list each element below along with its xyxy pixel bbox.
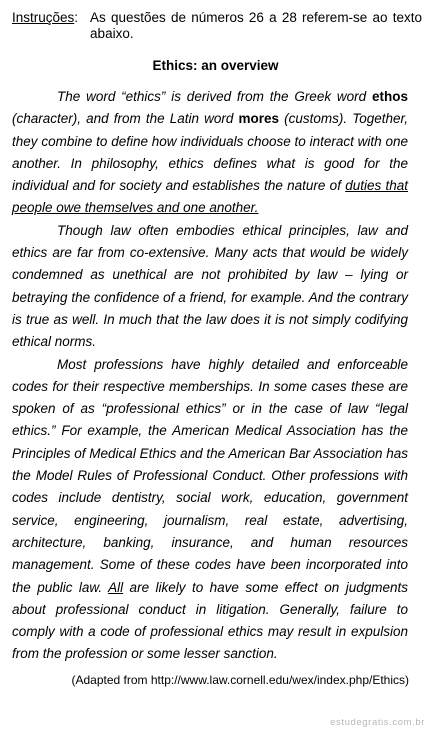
paragraph-3-text-b: are likely to have some effect on judgments about professional conduct in litigation. Generally, failure to comply with a code of professional ethics may result in expulsion from the profession or some lesser sanction.: [12, 579, 408, 662]
source-citation: (Adapted from http://www.law.cornell.edu/wex/index.php/Ethics): [71, 673, 409, 687]
paragraph-3: [12, 354, 408, 666]
article-body: [12, 86, 408, 666]
watermark: estudegratis.com.br: [330, 717, 425, 728]
document-title: Ethics: an overview: [152, 58, 279, 73]
paragraph-1-text-b: (character), and from the Latin word: [12, 111, 239, 127]
paragraph-1-text-c: (customs). Together, they combine to define how individuals choose to interact with one another. In philosophy, ethics defines what is good for the individual and for society and establishes the nature of: [12, 111, 408, 194]
instructions: [12, 10, 422, 42]
underlined-all: All: [108, 579, 124, 595]
paragraph-2: [12, 220, 408, 354]
term-mores: mores: [238, 111, 279, 127]
paragraph-1-text-a: The word “ethics” is derived from the Greek word: [57, 89, 372, 104]
instructions-label: Instruções: [12, 10, 75, 25]
paragraph-3-text-a: Most professions have highly detailed and enforceable codes for their respective memberships. In some cases these are spoken of as “professional ethics” or in the case of law “legal ethics.” For example, the American Medical Association has the Principles of Medical Ethics and the American Bar Association has the Model Rules of Professional Conduct. Other professions with codes include dentistry, social work, education, government service, engineering, journalism, real estate, advertising, architecture, banking, insurance, and human resources management. Some of these codes have been incorporated into the public law.: [12, 356, 408, 595]
paragraph-2-text: Though law often embodies ethical principles, law and ethics are far from co-extensive. Many acts that would be widely condemned as unethical are not prohibited by law – lying or betraying the confidence of a friend, for example. And the contrary is true as well. In much that the law does it is not simply codifying ethical norms.: [12, 222, 408, 350]
term-ethos: ethos: [371, 89, 408, 104]
instructions-colon: :: [74, 10, 79, 25]
paragraph-1: [12, 86, 408, 220]
underlined-duties-phrase: duties that people owe themselves and one another.: [12, 178, 408, 216]
instructions-text: As questões de números 26 a 28 referem-se ao texto abaixo.: [90, 10, 422, 41]
